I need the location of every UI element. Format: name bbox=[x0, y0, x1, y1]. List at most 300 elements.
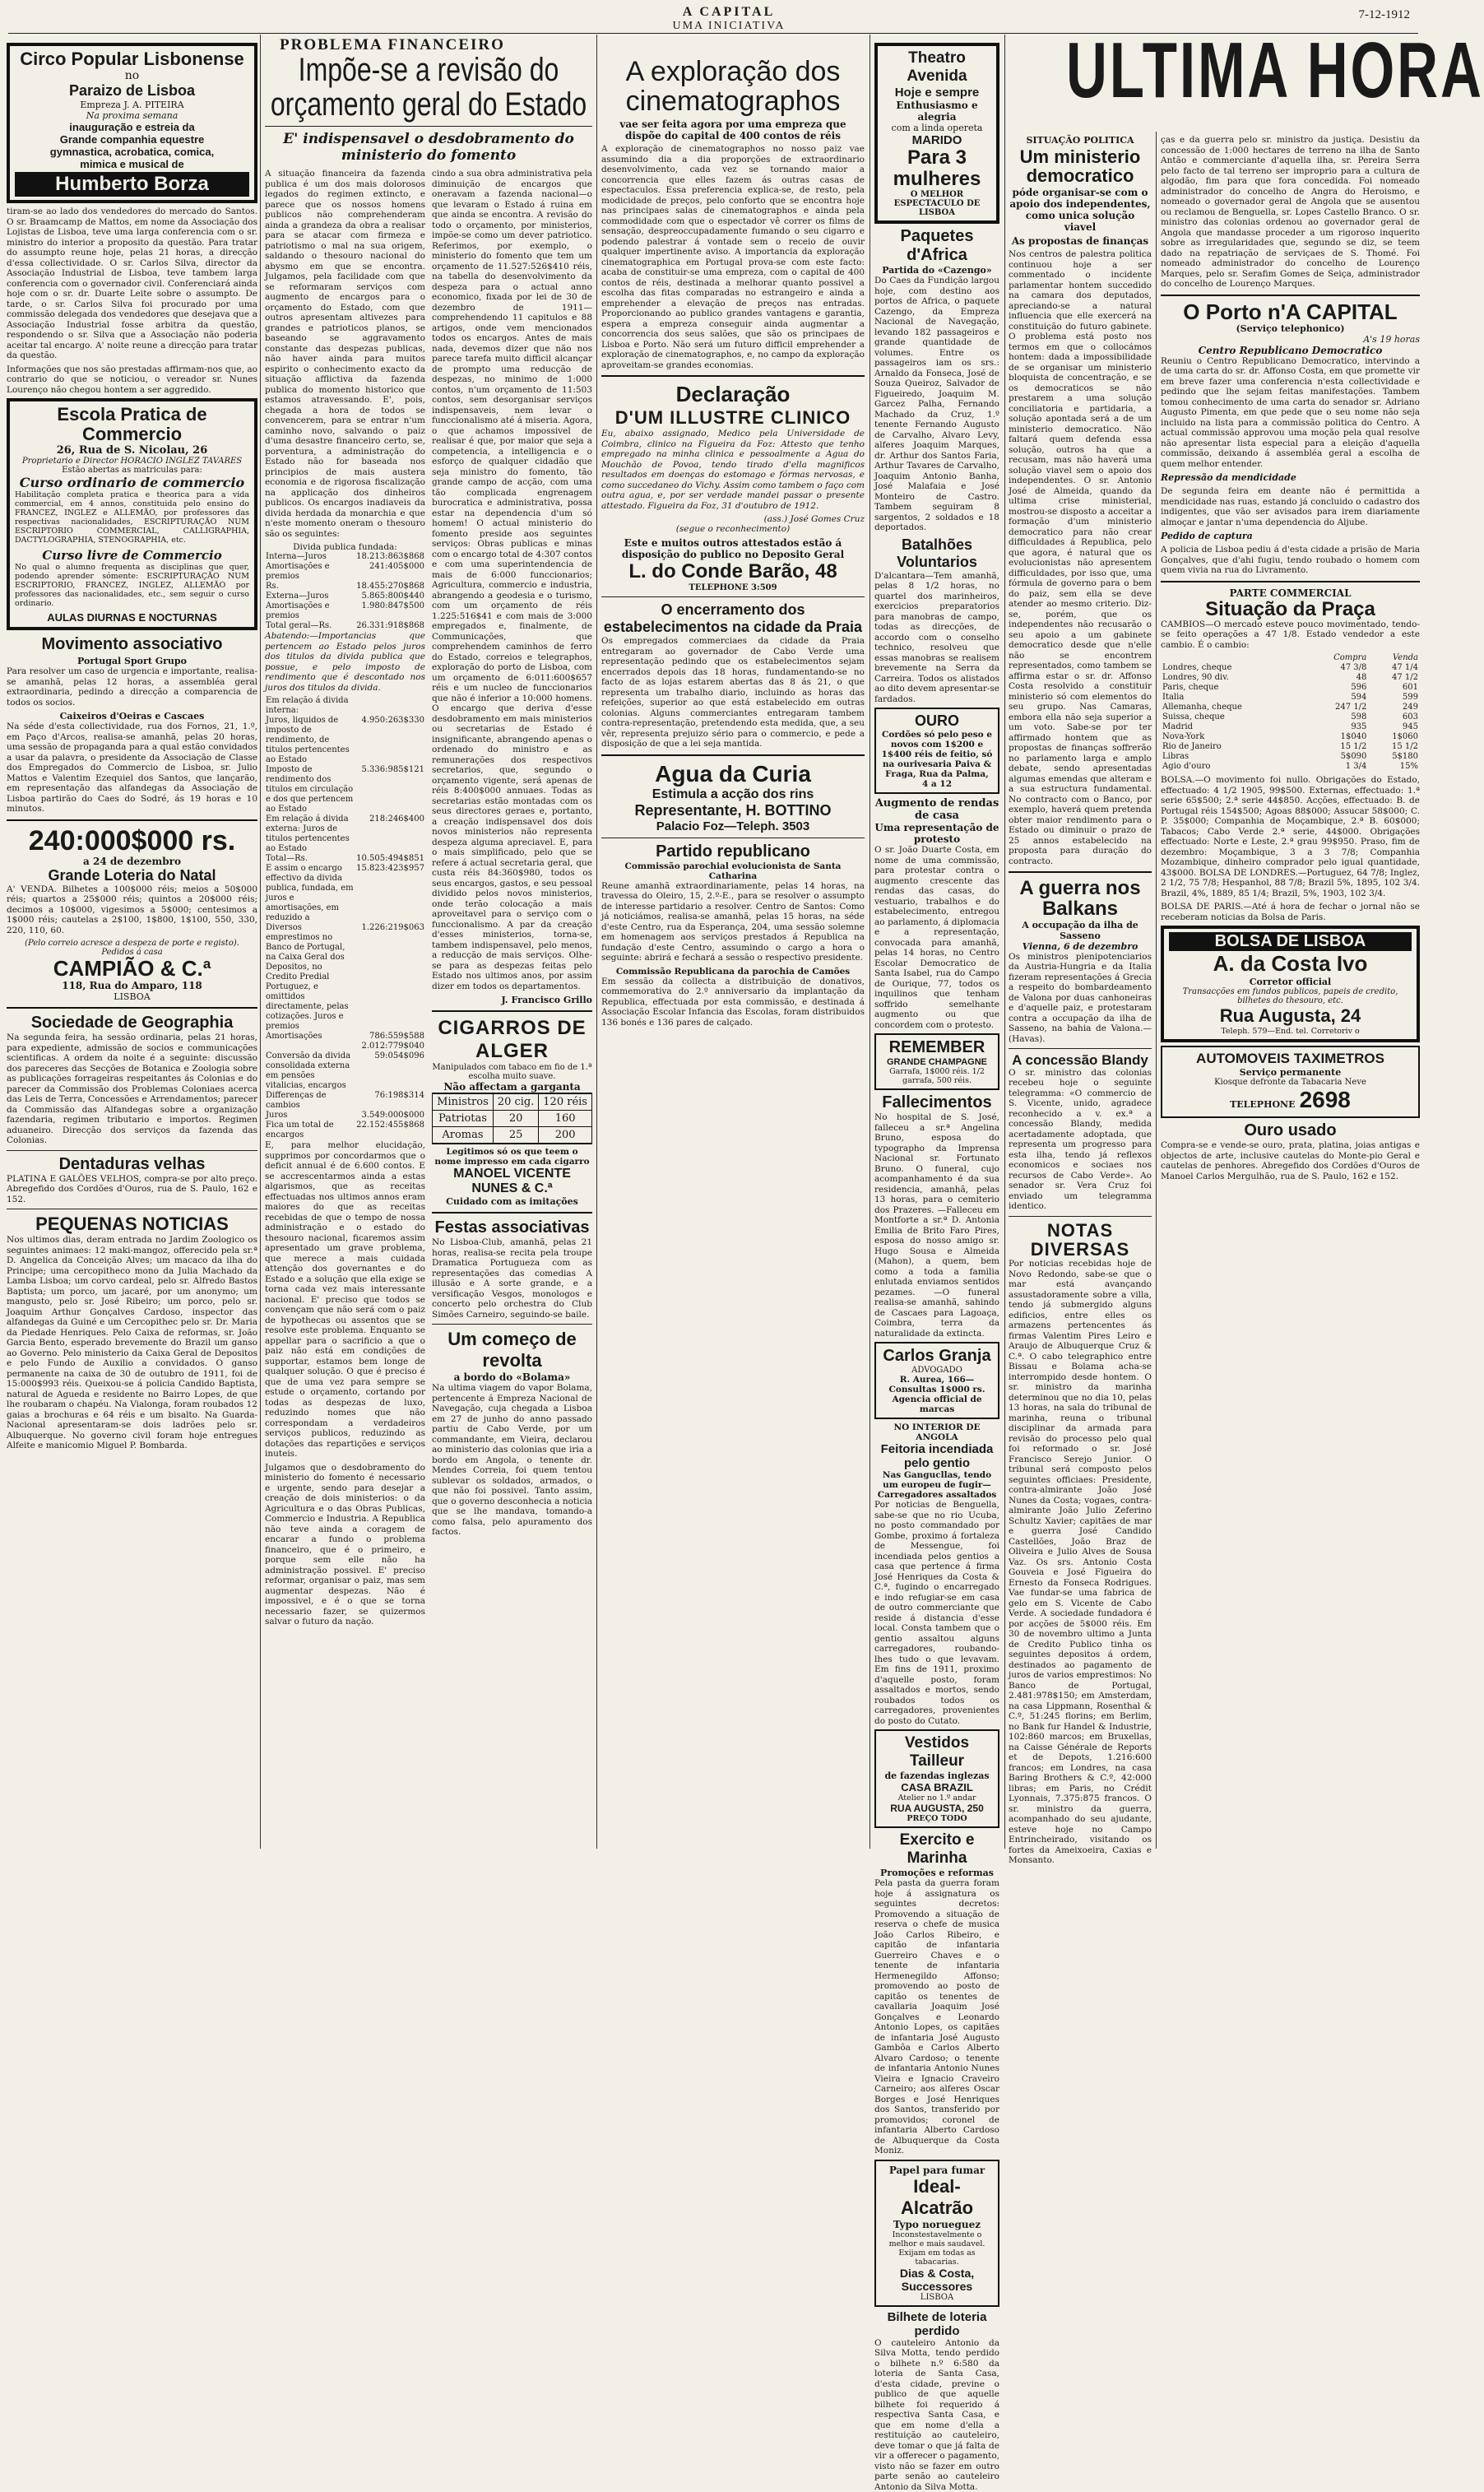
column-5 bbox=[1009, 135, 1152, 1849]
praca-intro: CAMBIOS—O mercado esteve pouco movimentado, tendo-se feito operações a 47 1/8. Estado vendedor a este cambio. É o cambio: bbox=[1161, 620, 1420, 651]
dentaduras-text: PLATINA E GALÕES VELHOS, compra-se por alto preço. Abregefido dos Cordões d'Ouros, rua de S. Paulo, 162 e 152. bbox=[7, 1174, 257, 1205]
carlos-sub: ADVOGADO bbox=[881, 1366, 993, 1375]
divider bbox=[432, 1010, 592, 1012]
encerramento-text: Os empregados commerciaes da cidade da Praia entregaram ao governador de Cabo Verde uma representação pedindo que os estabelecimentos sejam encerrados depois das 18 horas, fundamentando-se no facto de as lojas estarem abertas das 8 ás 21, o que representa um trabalho diario, incluindo as horas das refeições, superior ao que está estabelecido em outras colonias. Alguns commerciantes entregaram tambem contra-representação, pretendendo esta medida, que, a seu vêr, representa prejuizo sério para o commercio, e pede a disposição de que a lei seja mantida. bbox=[601, 636, 865, 749]
table-row bbox=[265, 864, 425, 923]
column-4 bbox=[874, 39, 999, 1849]
article-text-3: E, para melhor elucidação, supprimos por concordarmos que o deficit annual é de 6.600 contos. E se accrescentarmos ainda a estas algarismos, que as receitas effectuadas nos ultimos annos eram maiores do que as receitas recebidas de que o tempo de nossa administração e o estado do thesouro nacional, ficaremos assim apresentado um grave problema, que merece a mais cuidada attenção dos governantes e do Estado e a solução que ella exige se torna cada vez mais interessante nacional. E' preciso que todos se convençam que não será com o paiz de hypothecas ou assentos que se resolve este problema. Enquanto se appellar para o sacrificio a que o paiz não está em condições de supportar, estamos bem longe de qualquer solução. O que é preciso é que de uma vez para sempre se estude o orçamento, cortando por todas as despezas de luxo, reduzindo nomes que não correspondam a verdadeiros serviços publicos, reduzindo as dotações das repartições e serviços inuteis. bbox=[265, 1140, 425, 1459]
interior-label: NO INTERIOR DE ANGOLA bbox=[874, 1422, 999, 1442]
row-label: Amortisações e premios bbox=[265, 601, 355, 621]
row-label: Em relação á divida externa: Juros de titulos pertencentes ao Estado bbox=[265, 814, 355, 854]
auto-ad bbox=[1161, 1046, 1420, 1118]
row-label: Em relação á divida interna: bbox=[265, 696, 355, 716]
cambio-head-venda: Venda bbox=[1368, 653, 1420, 663]
column-rule bbox=[596, 35, 597, 1849]
row-label: Juros bbox=[265, 1111, 355, 1121]
ministerio-title: Um ministerio democratico bbox=[1009, 147, 1152, 185]
cambio-label: Italia bbox=[1161, 693, 1305, 703]
circo-title: Circo Popular Lisbonense bbox=[15, 49, 249, 69]
cambio-venda: 15 1/2 bbox=[1368, 742, 1420, 752]
feitoria-sub: Nas Gangucllas, tendo um europeu de fugir—Carregadores assaltados bbox=[874, 1470, 999, 1500]
loteria-addr: 118, Rua do Amparo, 118 bbox=[7, 980, 257, 991]
row-label: Amortisações bbox=[265, 1032, 355, 1042]
table-row bbox=[265, 696, 425, 716]
row-value: 15.823:423$957 bbox=[355, 864, 425, 923]
cambio-venda: 5$180 bbox=[1368, 752, 1420, 762]
ultima-hora-title: ULTIMA HORA bbox=[1066, 31, 1362, 110]
notas-text: Por noticias recebidas hoje de Novo Redondo, sabe-se que o mar está avançando assustadoramente sobre a villa, tendo já submergido alguns edificios, entre elles os armazens pertencentes ás firmas Valentim Pires Leiro e Araujo de Albuquerque Cruz & C.ª. O cabo telegraphico entre Bissau e Bolama acha-se interrompido desde hontem. O sr. ministro da marinha determinou que no dia 10, pelas 13 horas, na sala do tribunal de marinha, reuna o tribunal disciplinar da armada para revisão do processo pelo qual foi reformado o sr. José Francisco Serejo Junior. O tribunal será composto pelos seguintes officiaes: Presidente, contra-almirante João José Nunes da Costa; vogaes, contra-almirante João Julio Zeferino Schultz Xavier; capitães de mar e guerra José Candido Castellões, João Braz de Oliveira e Julio Alves de Sousa Vaz. Os srs. Antonio Costa Gouveia e José Figueira do Ernesto da Fonseca Rodrigues. Vae fundar-se uma fabrica de gelo em S. Vicente de Cabo Verde. A sociedade fundadora é por acções de 5$000 réis. Em 30 de novembro ultimo a Junta de Credito Publico tinha os seguintes depositos á ordem, destinados ao pagamento de juros de varios emprestimos: No Banco de Portugal, 2.481:978$150; em Amsterdam, na casa Lippmann, Rosenthal & C.º, 51:245 florins; em Berlim, no Bank fur Handel & Industrie, 102:860 marcos; em Bruxellas, na Caisse Générale de Reports et de Depots, 1.216:600 francos; em Londres, na casa Baring Brothers & C.º, 42:000 libras; em Paris, no Crédit Lyonnais, 7.375:875 francos. O sr. ministro da guerra, acompanhado do seu ajudante, esteve hoje no Campo Entrincheirado, visitando os fortes da Ameixoeira, Caxias e Monsanto. bbox=[1009, 1259, 1152, 1866]
cambio-venda: 47 1/4 bbox=[1368, 663, 1420, 673]
cambio-label: Suissa, cheque bbox=[1161, 712, 1305, 722]
papel-ad bbox=[874, 2160, 999, 2307]
escola-ad bbox=[7, 398, 257, 630]
table-row bbox=[265, 923, 425, 1032]
exercito-sub: Promoções e reformas bbox=[874, 1868, 999, 1878]
escola-line: Estão abertas as matriculas para: bbox=[15, 466, 249, 475]
bolsa-box-addr: Rua Augusta, 24 bbox=[1169, 1005, 1412, 1027]
row-label: Externa—Juros bbox=[265, 592, 355, 601]
porto-text: Reuniu o Centro Republicano Democratico, intervindo a de uma carta do sr. dr. Affonso Costa, em que promette vir em breve fazer uma conferencia n'esta collectividade e pedindo que lhe sejam feitas manifestações. Tambem tomou conhecimento de uma carta do senador sr. Adriano Augusto Pimenta, em que pede que o seu nome não seja incluido na lista para a commissão politica do Centro. A actual commissão approvou uma moção pela qual resolve não apresentar lista especial para a eleição d'aquella commissão, deixando á assembléa geral a escolha de quem melhor entender. bbox=[1161, 356, 1420, 470]
papel-city: LISBOA bbox=[881, 2293, 993, 2302]
divider bbox=[7, 819, 257, 821]
cambio-venda: 249 bbox=[1368, 703, 1420, 712]
divider bbox=[1009, 1216, 1152, 1217]
divider bbox=[1161, 295, 1420, 296]
circo-line2: inauguração e estreia da bbox=[15, 121, 249, 133]
cambio-compra: 15 1/2 bbox=[1305, 742, 1368, 752]
table-row bbox=[265, 562, 425, 582]
divider bbox=[7, 1007, 257, 1009]
article-text-4: Julgamos que o desdobramento do ministerio do fomento é necessario e urgente, sendo para desejar a creação de dois ministerios: o da Agricultura e o das Obras Publicas, Commercio e Industria. A Republica não teve ainda a coragem de encarar a fundo o problema financeiro, que é o primeiro, e porque sem elle não ha administração possivel. E' preciso reformar, organisar o paiz, mas sem augmentar despezas. Não é impossivel, e é o que se torna necessario fazer, se quizermos salvar o futuro da nação. bbox=[265, 1463, 425, 1627]
parte-title: PARTE COMMERCIAL bbox=[1161, 587, 1420, 599]
mendicidade-title: Repressão da mendicidade bbox=[1161, 472, 1420, 483]
exercito-title: Exercito e Marinha bbox=[874, 1831, 999, 1868]
divider bbox=[601, 596, 865, 597]
table-row bbox=[1161, 712, 1420, 722]
auto-sub: Serviço permanente bbox=[1167, 1067, 1413, 1078]
festas-title: Festas associativas bbox=[432, 1218, 592, 1237]
table-row bbox=[265, 854, 425, 864]
geographia-text: Na segunda feira, ha sessão ordinaria, pelas 21 horas, para expediente, admissão de socios e communicações scientificas. A ordem da noite é a seguinte: discussão dos pareceres das Secções de Botanica e Zoologia sobre as publicações forrageiras respeitantes ás Colonias e do parecer da Commissão dos Problemas Coloniaes acerca das Leis de Terra, Concessões e Arrendamentos; parecer da Commissão das Alfandegas sobre a organização fazendaria, regimen tributario e importos. Regimen aduaneiro. Direcção dos serviços da fazenda das Colonias. bbox=[7, 1033, 257, 1146]
curia-rep: Representante, H. BOTTINO bbox=[601, 802, 865, 819]
loteria-pedidos: Pedidos á casa bbox=[7, 948, 257, 957]
column-rule bbox=[1156, 132, 1157, 1849]
loteria-desc: A' VENDA. Bilhetes a 100$000 réis; meios a 50$000 réis; quartos a 25$000 réis; quintos a 20$000 réis; decimos a 10$000, vigesimos a 5$000; centesimos a 1$000 réis; cautelas a 2$100, 1$800, 1$100, 550, 330, 220, 110, 60. bbox=[7, 884, 257, 936]
table-row bbox=[265, 765, 425, 814]
papel-sub: Typo norueguez bbox=[881, 2219, 993, 2230]
praca-title: Situação da Praça bbox=[1161, 599, 1420, 620]
table-row bbox=[265, 601, 425, 621]
loteria-casa: CAMPIÃO & C.ª bbox=[7, 957, 257, 980]
cigarros-name: Patriotas bbox=[433, 1111, 494, 1127]
partido-text: Reune amanhã extraordinariamente, pelas 14 horas, na travessa do Oleiro, 15, 2.º-E., para se resolver o assumpto de interesse partidario a resolver. Centro de Santos: Como já noticiámos, realisa-se amanhã, pelas 15 horas, na séde d'este Centro, rua da Esperança, 204, uma sessão solemne em homenagem aos serviços prestados á Republica na fundação d'este Centro, assumindo o cargo a hora o seguinte: abrirá e fechará a sessão o respectivo presidente. bbox=[601, 881, 865, 963]
auto-title: AUTOMOVEIS TAXIMETROS bbox=[1167, 1051, 1413, 1067]
blandy-text: O sr. ministro das colonias recebeu hoje o seguinte telegramma: «O commercio de S. Vicente, unido, agradece reconhecido a v. ex.ª a concessão Blandy, medida acertadamente adoptada, que representa um progresso para esta ilha, tendo já reflexos economicos e sociaes nos recursos de Cabo Verde». Ao senador sr. Vera Cruz foi enviado um telegramma identico. bbox=[1009, 1068, 1152, 1212]
bolsa-text: BOLSA.—O movimento foi nullo. Obrigações do Estado, effectuado: 4 1/2 1905, 99$500. Externas, effectuado: 1.ª serie 65$500; 2.ª serie 44$850. Acções, effectuado: B. de Portugal réis 154$500; Agoas 88$000; Assucar 58$000; C. P. 35$000; Companhia de Moçambique, 2.ª B. 60$000; Tabacos; Cabo Verde 2.ª serie, 44$000. Obrigações effectuado: Norte e Leste, 2.ª grau 99$950. Praso, fim de dezembro: Moçambique, 3 a 3 7/8; Companhia Mozambique, dinheiro comprador pelo igual quantidade, 43$000. BOLSA DE LONDRES.—Portuguez, 64 7/8; Inglez, 2 1/2, 75 7/8; Hespanhol, 88 7/8; Brazil 5%, 1895, 102 3/4. Brazil, 4%, 1889, 85 1/4; Brazil, 5%, 1903, 102 3/4. bbox=[1161, 775, 1420, 898]
cambio-label: Nova-York bbox=[1161, 732, 1305, 742]
table-row bbox=[1161, 683, 1420, 693]
cigarros-name: Ministros bbox=[433, 1093, 494, 1111]
theatro-show: MARIDO bbox=[883, 133, 991, 147]
curia-addr: Palacio Foz—Teleph. 3503 bbox=[601, 819, 865, 833]
cambio-head-label bbox=[1161, 653, 1305, 663]
main-headline: Impõe-se a revisão do orçamento geral do Estado bbox=[265, 53, 592, 122]
table-row bbox=[265, 1091, 425, 1111]
column-1 bbox=[7, 39, 257, 1849]
theatro-title: Theatro Avenida bbox=[883, 49, 991, 86]
ministerio-sub: póde organisar-se com o apoio dos independentes, como unica solução viavel bbox=[1009, 187, 1152, 233]
porto-sub: (Serviço telephonico) bbox=[1161, 323, 1420, 334]
row-value: 26.331:918$868 bbox=[355, 621, 425, 631]
batalhoes-text: D'alcantara—Tem amanhã, pelas 8 1/2 horas, no quartel dos marinheiros, exercicios preparatorios para manobras de campo, todas as direcções, de accordo com o conselho technico, resolveu que essas manobras se realisem brevemente na Serra da Carreira. Todos os alistados ao dito devem apresentar-se fardados. bbox=[874, 571, 999, 705]
escola-curso-desc: Habilitação completa pratica e theorica para a vida commercial, em 4 annos, constituida pelo ensino do FRANCEZ, INGLEZ e ALLEMÃO, por professores das respectivas nacionalidades, ESCRIPTURAÇÃO NUM ESCRIPTORIO COMMERCIAL, CALLIGRAPHIA, DACTYLOGRAPHIA, STENOGRAPHIA, etc. bbox=[15, 490, 249, 545]
cigarros-note: Não affectam a garganta bbox=[432, 1081, 592, 1093]
theatro-line3: com a linda opereta bbox=[883, 123, 991, 133]
deposito-tel: TELEPHONE 3:509 bbox=[601, 583, 865, 592]
escola-aulas: AULAS DIURNAS E NOCTURNAS bbox=[15, 611, 249, 624]
cambio-venda: 599 bbox=[1368, 693, 1420, 703]
row-value: 5.865:800$440 bbox=[355, 592, 425, 601]
encerramento-title: O encerramento dos estabelecimentos na cidade da Praia bbox=[601, 601, 865, 636]
theatro-line1: Hoje e sempre bbox=[883, 86, 991, 100]
escola-title: Escola Pratica de Commercio bbox=[15, 405, 249, 444]
table-row bbox=[433, 1127, 592, 1144]
divider bbox=[1009, 1048, 1152, 1049]
section-label-center: UMA INICIATIVA bbox=[630, 20, 828, 33]
row-value: 218:246$400 bbox=[355, 814, 425, 854]
cambio-head-compra: Compra bbox=[1305, 653, 1368, 663]
notas-title: NOTAS DIVERSAS bbox=[1009, 1221, 1152, 1259]
cigarros-price: 160 bbox=[539, 1111, 592, 1127]
cambio-venda: 945 bbox=[1368, 722, 1420, 732]
cambio-compra: 247 1/2 bbox=[1305, 703, 1368, 712]
main-subhead: E' indispensavel o desdobramento do ministerio do fomento bbox=[265, 131, 592, 164]
table-row bbox=[1161, 693, 1420, 703]
row-value: 18.213:863$868 bbox=[355, 552, 425, 562]
festas-text: No Lisboa-Club, amanhã, pelas 21 horas, realisa-se recita pela troupe Dramatica Portugueza com as representações das comedias A illusão e A sorte grande, e a versificação Vesgos, monologos e concerto pelo orchestra do Club Simões Carneiro, seguindo-se baile. bbox=[432, 1237, 592, 1320]
loteria-city: LISBOA bbox=[7, 991, 257, 1002]
cambio-compra: 935 bbox=[1305, 722, 1368, 732]
table-row bbox=[265, 621, 425, 631]
masthead-center: A CAPITAL bbox=[630, 5, 828, 20]
pequenas-text: Nos ultimos dias, deram entrada no Jardim Zoologico os seguintes animaes: 12 maki-mangoz, offerecido pela sr.ª D. Angelica da Conceição Alves; um macaco da ilha do Principe; uma cercopitheco mono da Julia Machado da Lamba Lisboa; um corvo cardeal, pelo sr. Alfredo Bastos Baptista; um porco, um jacaré, por um anonymo; um mangusto, pelo sr. José Ribeiro; um porco, pelo sr. Joaquim Arthur Gonçalves Cardoso, inspector das alfandegas da Guiné e um Cercopithec pelo sr. Dr. Maria da Piedade Henriques. Pelo Caixa de reformas, sr. João Garcia Bento, esperado brevemente do Brazil um ganso ao Governo. Pelo ministerio da Caixa Geral de Depositos e pelo Fundo de Auxilio a convidados. O ganso permanente na caixa de 30 de outubro de 1911, foi de 15:000$993 réis. Queixou-se á policia Candido Baptista, natural de Agueda e residente no Bairro Lopes, de que lhe roubaram o chapéu. Na Vialonga, foram roubados 12 gaias a brochuras e 64 réis e um bisalto. Na Guarda-Nacional apresentaram-se dois ladrões pelo sr. Albuquerque. No governo civil foram hoje entregues Alfeite e manicomio Miguel P. Bombarda. bbox=[7, 1235, 257, 1451]
table-row bbox=[265, 1111, 425, 1121]
situacao-label: SITUAÇÃO POLITICA bbox=[1009, 135, 1152, 146]
ultima-hora-banner bbox=[1009, 31, 1420, 130]
cambio-venda: 601 bbox=[1368, 683, 1420, 693]
loteria-note: (Pelo correio acresce a despeza de porte e registo). bbox=[7, 939, 257, 948]
carlos-text: R. Aurea, 166—Consultas 1$000 rs. Agencia official de marcas bbox=[881, 1375, 993, 1414]
column-3 bbox=[601, 58, 865, 1849]
cambio-compra: 598 bbox=[1305, 712, 1368, 722]
escola-livre: Curso livre de Commercio bbox=[15, 548, 249, 563]
column-6 bbox=[1161, 135, 1420, 1849]
cambio-label: Agio d'ouro bbox=[1161, 762, 1305, 772]
cigarros-firm: MANOEL VICENTE NUNES & C.ª bbox=[432, 1167, 592, 1196]
col6-top-text: ças e da guerra pelo sr. ministro da justiça. Desistiu da concessão de 1:000 hectares de terreno na ilha de Santo Antão e commerciante d'aquella ilha, sr. Pereira Serra pelo facto de tal terreno ser improprio para a cultura de algodão, fim para que fora concedida. Foi nomeado administrador do concelho de Angra do Heroismo, e nomeado o governador geral de Angola que se ausentou ou reclamou de Benguella, sr. Lopes Castello Branco. O sr. ministro das colonias ordenou ao governador geral de Angola que mandasse proceder a um rigoroso inquerito sobre as irregularidades que, segundo se diz, se teem dado na repatriação de serviçaes de S. Thomé. Foi nomeado administrador do concelho de Lourenço Marques, pelo sr. Serafim Gomes de Seiça, administrador do concelho de Lourenço Marques. bbox=[1161, 135, 1420, 290]
cambio-compra: 594 bbox=[1305, 693, 1368, 703]
divider bbox=[1161, 581, 1420, 582]
ouro-text: Cordões só pelo peso e novos com 1$200 e 1$400 réis de feitio, só na ourivesaria Paiva & Fraga, Rua da Palma, 4 a 12 bbox=[881, 730, 993, 789]
row-label: Rs. bbox=[265, 582, 355, 592]
cambio-label: Libras bbox=[1161, 752, 1305, 762]
theatro-line4: O MELHOR ESPECTACULO DE LISBOA bbox=[883, 190, 991, 217]
row-label: Juros, liquidos de imposto de rendimento, de titulos pertencentes ao Estado bbox=[265, 716, 355, 765]
cambio-venda: 603 bbox=[1368, 712, 1420, 722]
divider bbox=[432, 1212, 592, 1214]
bolsa-box-desc: Transacções em fundos publicos, papeis de credito, bilhetes do thesouro, etc. bbox=[1169, 987, 1412, 1005]
curia-sub: Estimula a acção dos rins bbox=[601, 787, 865, 802]
row-label: Total—Rs. bbox=[265, 854, 355, 864]
cigarros-qty: 20 bbox=[493, 1111, 538, 1127]
cambio-compra: 47 3/8 bbox=[1305, 663, 1368, 673]
row-label: Amortisações e premios bbox=[265, 562, 355, 582]
loteria-title: Grande Loteria do Natal bbox=[7, 867, 257, 884]
cambio-compra: 596 bbox=[1305, 683, 1368, 693]
cambios-table bbox=[1161, 653, 1420, 772]
bilhete-title: Bilhete de loteria perdido bbox=[874, 2310, 999, 2338]
column-rule bbox=[1004, 35, 1005, 1849]
table-row bbox=[1161, 673, 1420, 683]
pequenas-title: PEQUENAS NOTICIAS bbox=[7, 1214, 257, 1235]
movimento-text1: Para resolver um caso de urgencia e importante, realisa-se amanhã, pelas 12 horas, a assembléa geral extraordinaria, pedindo a direcção a comparencia de todos os socios. bbox=[7, 666, 257, 708]
cigarros-price: 200 bbox=[539, 1127, 592, 1144]
article-author: J. Francisco Grillo bbox=[432, 995, 592, 1005]
theatro-line2: Enthusiasmo e alegria bbox=[883, 100, 991, 123]
divider bbox=[1009, 871, 1152, 873]
mendicidade-text: De segunda feira em deante não é permittida a mendicidade nas ruas, estando já concluido o cadastro dos indigentes, que vão ser avisados para irem diariamente almoçar e jantar n'uma dependencia do Aljube. bbox=[1161, 486, 1420, 527]
circo-venue: Paraizo de Lisboa bbox=[15, 82, 249, 100]
divider bbox=[601, 754, 865, 756]
row-label: Interna—Juros bbox=[265, 552, 355, 562]
captura-text: A policia de Lisboa pediu á d'esta cidade a prisão de Maria Gonçalves, que d'ahi fugiu, tendo roubado o homem com quem vivia na rua do Livramento. bbox=[1161, 545, 1420, 576]
remember-title: REMEMBER bbox=[881, 1038, 993, 1057]
vendedores-text: tiram-se ao lado dos vendedores do mercado do Santos. O sr. Braamcamp de Mattos, em nome da Associação dos Lojistas de Lisboa, teve uma larga conferencia com o sr. ministro do interior a proposito da questão. Para tratar do assumpto reune hoje, pelas 21 horas, a direcção d'essa collectividade. O sr. Carlos Silva, director da Associação Industrial de Lisboa, teve tambem larga conferencia com o governador civil. Conferenciará ainda hoje com o sr. dr. Duarte Leite sobre o assumpto. De tarde, o sr. Carlos Silva foi procurado por uma commissão delegada dos vendedores que desejava que a Associação Industrial fosse arbitra da questão, respondendo o sr. Silva que a Associação não poderia aceitar tal encargo. A' noite reune a direcção para tratar da questão. bbox=[7, 207, 257, 361]
table-row bbox=[1161, 752, 1420, 762]
auto-kiosk: Kiosque defronte da Tabacaria Neve bbox=[1167, 1078, 1413, 1087]
porto-title: O Porto n'A CAPITAL bbox=[1161, 301, 1420, 323]
vestidos-addr: RUA AUGUSTA, 250 bbox=[881, 1803, 993, 1814]
auto-tel: 2698 bbox=[1300, 1087, 1351, 1112]
declaracao-sub: D'UM ILLUSTRE CLINICO bbox=[601, 407, 865, 429]
camoes-title: Commissão Republicana da parochia de Camões bbox=[601, 967, 865, 977]
ouro-ad bbox=[874, 708, 999, 794]
revolta-sub: a bordo do «Bolama» bbox=[432, 1371, 592, 1383]
cinema-deck: vae ser feita agora por uma empreza que dispõe do capital de 400 contos de réis bbox=[601, 118, 865, 142]
feitoria-title: Feitoria incendiada pelo gentio bbox=[874, 1442, 999, 1470]
table-row bbox=[1161, 663, 1420, 673]
vestidos-ad bbox=[874, 1729, 999, 1828]
cigarros-price: 120 réis bbox=[539, 1093, 592, 1111]
column-rule bbox=[260, 35, 261, 1849]
blandy-title: A concessão Blandy bbox=[1009, 1053, 1152, 1068]
cambio-compra: 1$040 bbox=[1305, 732, 1368, 742]
article-text-2: Abatendo:—Importancias que pertencem ao Estado pelos juros dos titulos da divida publica que possue, e pelo imposto de rendimento que é descontado nos juros dos titulos da divida. bbox=[265, 631, 425, 693]
guerra-text: Os ministros plenipotenciarios da Austria-Hungria e da Italia fizeram representações á Grecia a respeito do bombardeamento de Valona por duas canhoneiras e d'aquelle paiz, e protestaram contra a occupação da ilha de Sasseno, na bahia de Valona.—(Havas). bbox=[1009, 952, 1152, 1045]
paquetes-sub: Partida do «Cazengo» bbox=[874, 265, 999, 276]
table-row bbox=[1161, 732, 1420, 742]
carlos-ad bbox=[874, 1342, 999, 1419]
movimento-title: Movimento associativo bbox=[7, 635, 257, 654]
revolta-title: Um começo de revolta bbox=[432, 1329, 592, 1371]
porto-time: A's 19 horas bbox=[1161, 334, 1420, 345]
guerra-dateline: Vienna, 6 de dezembro bbox=[1009, 941, 1152, 952]
cambio-compra: 5$090 bbox=[1305, 752, 1368, 762]
circo-line1: Na proxima semana bbox=[15, 110, 249, 121]
row-value: 76:198$314 bbox=[355, 1091, 425, 1111]
cigarros-title: CIGARROS DE ALGER bbox=[432, 1017, 592, 1063]
batalhoes-title: Batalhões Voluntarios bbox=[874, 536, 999, 571]
guerra-sub: A occupação da ilha de Sasseno bbox=[1009, 920, 1152, 941]
loteria-date: a 24 de dezembro bbox=[7, 856, 257, 867]
escola-owner: Proprietario e Director HORACIO INGLEZ TAVARES bbox=[15, 457, 249, 466]
row-value: 2.012:779$040 bbox=[355, 1042, 425, 1051]
cigarros-warn: Cuidado com as imitações bbox=[432, 1196, 592, 1207]
declaracao-sign: (ass.) José Gomes Cruz bbox=[601, 514, 865, 524]
cigarros-name: Aromas bbox=[433, 1127, 494, 1144]
circo-no: no bbox=[15, 69, 249, 82]
row-value: 3.549:000$000 bbox=[355, 1111, 425, 1121]
article-text-5: cindo a sua obra administrativa pela diminuição de encargos que oneravam a fazenda nacional—o que levaram o Estado á ruina em que ainda se encontra. A revisão do todo o orçamento, por ministerios, impõe-se como um dever patriotico. Referimos, por exemplo, o ministerio do fomento que tem um orçamento de 11.527:526$410 réis, na tabella do desenvolvimento da despeza para o actual anno economico, fixada por lei de 30 de dezembro de 1911—comprehendendo 11 capitulos e 88 artigos, onde vem mencionados todos os encargos. Antes de mais nada, devemos dizer que não nos parece tarefa muito difficil alcançar de prompto uma reducção de despezas, no minimo de 1:000 contos, n'um orçamento de 11:503 contos, sem desorganisar serviços indispensaveis, nem levar o funccionalismo até á miseria. Agora, o que achamos impossivel de realisar é que, por maior que seja a competencia, a intelligencia e o esforço de qualquer cidadão que seja ministro do fomento, tão grande campo de acção, com uma tão complicada engrenagem burocratica e administrativa, possa estar na dependencia d'um só homem! O actual ministerio do fomento preside aos seguintes serviços: Obras publicas e minas com o encargo total de 4:307 contos e com uma superintendencia de mais de 6:000 funccionarios; Agricultura, commercio e industria, abrangendo a geodesia e o turismo, com um orçamento de réis 1.225:516$41 e com mais de 3:000 empregados e, finalmente, de Communicações, que comprehendem caminhos de ferro do Estado, correios e telegraphos, exploração do porto de Lisboa, com um orçamento de 6:011:600$657 réis e um nucleo de funccionarios que não é inferior a 10:000 homens. O encargo que deriva d'esse desdobramento em mais ministerios ou secretarias de Estado é insignificante, abrangendo apenas o ordenado do ministro e as remunerações dos respectivos secretarios, que, segundo o orçamento vigente, será apenas de réis 8:400$000 annuaes. Todas as secretarias estão montadas com os seus directores geraes e, portanto, a creação indispensavel dos dois novos ministerios não representa despeza alguma apreciavel. E, para o mais simplificado, pelo que se refere á actual secretaria geral, que custa réis 84:360$980, todos os seus encargos, gastos, e seu pessoal dividido pelos novos ministerios, onde terão colocação a mais aproveitavel para o serviço com o funccionalismo. A par da creação d'esses ministerios, torna-se, tambem indispensavel, pelo menos, a reducção de mais serviços. Olhe-se para as despezas feitas pelo Estado nos ultimos anos, por assim dizer em todos os departamentos. bbox=[432, 169, 592, 991]
issue-date: 7-12-1912 bbox=[1359, 8, 1411, 22]
paquetes-title: Paquetes d'Africa bbox=[874, 227, 999, 265]
row-label: Differenças de cambios bbox=[265, 1091, 355, 1111]
row-label: Fica um total de encargos bbox=[265, 1121, 355, 1140]
vestidos-preco: PREÇO TODO bbox=[881, 1814, 993, 1823]
remember-price: Garrafa, 1$000 réis. 1/2 garrafa, 500 réis. bbox=[881, 1067, 993, 1085]
loteria-amount: 240:000$000 rs. bbox=[7, 826, 257, 856]
row-value: 1.980:847$500 bbox=[355, 601, 425, 621]
movimento-text2: Na séde d'esta collectividade, rua dos Fornos, 21, 1.º, em Paço d'Arcos, realisa-se amanhã, pelas 20 horas, uma sessão de propaganda para a qual estão convidados a usar da palavra, o presidente da Associação de Classe dos Empregados do Commercio de Lisboa, sr. Julio Mattos e Valentim Ezequiel dos Santos, que lançarão, em representação das alfandegas da Associação de Lisboa partirão do Caes do Sodré, ás 19 horas e 10 minutos. bbox=[7, 722, 257, 814]
rendas-title: Augmento de rendas de casa bbox=[874, 797, 999, 822]
deposito-addr: L. do Conde Barão, 48 bbox=[601, 560, 865, 583]
divida-table bbox=[265, 552, 425, 631]
cigarros-sub: Manipulados com tabaco em fio de 1.ª escolha muito suave. bbox=[432, 1063, 592, 1081]
remember-sub: GRANDE CHAMPAGNE bbox=[881, 1057, 993, 1067]
escola-curso: Curso ordinario de commercio bbox=[15, 475, 249, 490]
fallecimentos-title: Fallecimentos bbox=[874, 1093, 999, 1112]
carlos-title: Carlos Granja bbox=[881, 1347, 993, 1366]
bolsa-box-firm: A. da Costa Ivo bbox=[1169, 951, 1412, 977]
divida-title: Divida publica fundada: bbox=[265, 542, 425, 552]
row-value: 1.226:219$063 bbox=[355, 923, 425, 1032]
row-value: 241:405$000 bbox=[355, 562, 425, 582]
cambio-label: Paris, cheque bbox=[1161, 683, 1305, 693]
escola-addr: 26, Rua de S. Nicolau, 26 bbox=[15, 444, 249, 457]
geographia-title: Sociedade de Geographia bbox=[7, 1014, 257, 1033]
deposito-text: Este e muitos outros attestados estão á disposição do publico no Deposito Geral bbox=[601, 537, 865, 560]
rendas-sub: Uma representação de protesto bbox=[874, 822, 999, 845]
cambio-label: Londres, 90 div. bbox=[1161, 673, 1305, 683]
cigarros-qty: 20 cig. bbox=[493, 1093, 538, 1111]
papel-brand: Ideal-Alcatrão bbox=[881, 2176, 993, 2219]
row-label: E assim o encargo effectivo da divida publica, fundada, em juros e amortisações, em reduzido a bbox=[265, 864, 355, 923]
ouro-usado-title: Ouro usado bbox=[1161, 1121, 1420, 1140]
declaracao-text: Eu, abaixo assignado, Medico pela Universidade de Coimbra, clinico na Figueira da Foz: Attesto que tenho empregado na minha clinica e pessoalmente a Agua do Mouchão de Povoa, tendo tirado d'ella magnificos resultados em doenças do estomago e fórmas nervosas, e como succedaneo do Vichy. Assim como tambem o faço com outra agua, e, por ser verdade mandei passar o presente attestado. Figueira da Foz, 31 d'outubro de 1912. bbox=[601, 429, 865, 511]
bolsa-box-tel: Teleph. 579—End. tel. Corretoriv o bbox=[1169, 1027, 1412, 1036]
row-label: Total geral—Rs. bbox=[265, 621, 355, 631]
bilhete-text: O cauteleiro Antonio da Silva Motta, tendo perdido o bilhete n.º 6:580 da loteria de Santa Casa, d'esta cidade, previne o publico de que aquelle bilhete foi requerido á respectiva Santa Casa, e que em nome d'ella a restituição ao cauteleiro, deve tomar o que já falta de vir a offerecer o pagamento, visto não se fazer em outro parte senão ao cauteleiro Antonio da Silva Motta. bbox=[874, 2338, 999, 2492]
remember-ad bbox=[874, 1033, 999, 1090]
divider bbox=[432, 1324, 592, 1325]
cambio-venda: 1$060 bbox=[1368, 732, 1420, 742]
bolsa-ad bbox=[1161, 926, 1420, 1042]
cigarros-qty: 25 bbox=[493, 1127, 538, 1144]
papel-title: Papel para fumar bbox=[881, 2165, 993, 2176]
theatro-para: Para 3 mulheres bbox=[883, 147, 991, 190]
captura-title: Pedido de captura bbox=[1161, 531, 1420, 541]
auto-tel-label: TELEPHONE bbox=[1230, 1099, 1295, 1110]
table-row bbox=[433, 1093, 592, 1111]
divider bbox=[601, 375, 865, 377]
section-label-left: PROBLEMA FINANCEIRO bbox=[280, 36, 505, 54]
guerra-title: A guerra nos Balkans bbox=[1009, 878, 1152, 919]
dentaduras-title: Dentaduras velhas bbox=[7, 1155, 257, 1174]
row-value: 4.950:263$330 bbox=[355, 716, 425, 765]
row-value: 22.152:455$868 bbox=[355, 1121, 425, 1140]
cinema-text: A exploração de cinematographos no nosso paiz vae assumindo dia a dia proporções de extraordinario desenvolvimento, cada vez se tornando maior a concorrencia que elles fazem ás outras casas de espectaculos. Essa preferencia explica-se, de resto, pela modicidade de preços, pelo conforto que se encontra hoje nas principaes salas de cinematographos e ainda pela commodidade com que o espectador vê correr os films de sensação, despreoccupadamente fumando o seu cigarro e podendo palestrar á vontade sem o receio de ouvir qualquer impertinente aviso. A importancia da exploração cinematographica em Portugal prova-se com este facto: acaba de constituir-se uma empreza, com o capital de 400 contos de réis, destinada a melhorar quanto possivel a escolha das fitas comparadas no estrangeiro e ainda a emprehender a elevação de preços nas entradas. Proporcionando ao publico grandes vantagens e garantia, espera a empreza conseguir ainda augmentar a concorrencia dos seus salões, que são os principaes de Lisboa e Porto. Não será um futuro difficil emprehender a exploração de cinematographos, e, no campo da exploração aproveitam-se grandes economias. bbox=[601, 144, 865, 370]
papel-firm: Dias & Costa, Successores bbox=[881, 2267, 993, 2293]
row-value: 18.455:270$868 bbox=[355, 582, 425, 592]
bolsa-box-title: BOLSA DE LISBOA bbox=[1169, 932, 1412, 951]
vestidos-title: Vestidos Tailleur bbox=[881, 1734, 993, 1770]
circo-line3: Grande companhia equestre bbox=[15, 133, 249, 146]
porto-centro: Centro Republicano Democratico bbox=[1161, 345, 1420, 356]
escola-livre-desc: No qual o alumno frequenta as disciplinas que quer, podendo aprender sómente: ESCRIPTURAÇÃO NUM ESCRIPTORIO, FRANCEZ, INGLEZ, ALLEMÃO por professores das nacionalidades, etc., sem seguir o curso ordinario. bbox=[15, 563, 249, 608]
fallecimentos-text: No hospital de S. José, falleceu a sr.ª Angelina Bruno, esposa do typographo da Imprensa Nacional sr. Fortunato Bruno. O funeral, cujo acompanhamento é da sua residencia, amanhã, pelas 13 horas, para o cemiterio dos Prazeres. —Falleceu em Montforte a sr.ª D. Antonia Emilia de Brito Faro Pires, esposa do nosso amigo sr. Hugo Sousa e Almeida (Mahon), a quem, bem como a toda a familia enlutada enviamos sentidos pezames. —O funeral realisa-se amanhã, sahindo de Cascaes para Lagoaça, Coimbra, terra da naturalidade da extincta. bbox=[874, 1112, 999, 1339]
cambio-label: Allemanha, cheque bbox=[1161, 703, 1305, 712]
table-row bbox=[265, 1042, 425, 1051]
circo-line4: gymnastica, acrobatica, comica, bbox=[15, 146, 249, 158]
exercito-text: Pela pasta da guerra foram hoje á assignatura os seguintes decretos: Promovendo a situação de reserva o chefe de musica João Carlos Ribeiro, e capitão de infantaria Guerreiro Chaves e o tenente de infantaria Hermenegildo Affonso; promovendo ao posto de capitão os tenentes de cavallaria Joaquim José Gonçalves e Leonardo Antonio Lopes, os capitães de infantaria José Augusto Gambôa e Carlos Alberto Alvaro Cardoso; o tenente de infantaria Antonio Nunes Vieira e Ignacio Craveiro Carneiro; aos alferes Oscar Borges e José Henriques dos Santos, transferido por promovidos; coronel de infantaria Alberto Cardoso de Albuquerque da Costa Moniz. bbox=[874, 1878, 999, 2156]
table-header bbox=[1161, 653, 1420, 663]
abatimento-table bbox=[265, 696, 425, 1140]
circo-company: Empreza J. A. PITEIRA bbox=[15, 100, 249, 110]
table-row bbox=[265, 1032, 425, 1042]
cambio-venda: 15% bbox=[1368, 762, 1420, 772]
declaracao-title: Declaração bbox=[601, 382, 865, 407]
papel-text: Inconstestavelmente o melhor e mais saudavel. Exijam em todas as tabacarias. bbox=[881, 2230, 993, 2267]
circo-line5: mimica e musical de bbox=[15, 158, 249, 170]
theatro-ad bbox=[874, 43, 999, 224]
declaracao-rec: (segue o reconhecimento) bbox=[601, 524, 865, 534]
paquetes-text: Do Caes da Fundição largou hoje, com destino aos portos de Africa, o paquete Cazengo, da Empreza Nacional de Navegação, levando 182 passageiros e grande quantidade de volumes. Entre os passageiros iam os srs.: Arnaldo da Fonseca, José de Souza Queiroz, Salvador de Figueiredo, Joaquim M. Garcez Palha, Fernando Machado da Cruz, 1.º tenente Fernando Augusto de Carvalho, Alvaro Levy, alferes Joaquim Marques, dr. Arthur dos Santos Faria, Arthur Tavares de Carvalho, Joaquim Antonio Banha, José Malafaia e José Monteiro de Castro. Tambem seguiram 8 sargentos, 2 soldados e 18 deportados. bbox=[874, 276, 999, 533]
table-row bbox=[265, 582, 425, 592]
cinema-headline: A exploração dos cinematographos bbox=[601, 58, 865, 116]
partido-title: Partido republicano bbox=[601, 842, 865, 861]
row-label: Diversos emprestimos no Banco de Portugal, na Caixa Geral dos Depositos, no Credito Predial Portuguez, e omittidos directamente, pelas cotizações. Juros e premios bbox=[265, 923, 355, 1032]
cambio-compra: 1 3/4 bbox=[1305, 762, 1368, 772]
cambio-label: Londres, cheque bbox=[1161, 663, 1305, 673]
ouro-usado-text: Compra-se e vende-se ouro, prata, platina, joias antigas e objectos de arte, inclusive cautelas do Monte-pio Geral e cautelas de penhores. Abregefido dos Cordões d'Ouros de Manoel Carlos Mergulhão, rua de S. Paulo, 162 e 152. bbox=[1161, 1140, 1420, 1181]
row-value: 59:054$096 bbox=[355, 1051, 425, 1091]
vestidos-casa: CASA BRAZIL bbox=[881, 1781, 993, 1794]
row-value: 10.505:494$851 bbox=[355, 854, 425, 864]
table-row bbox=[1161, 703, 1420, 712]
cambio-label: Rio de Janeiro bbox=[1161, 742, 1305, 752]
vestidos-sub: de fazendas inglezas bbox=[881, 1770, 993, 1781]
row-value: 5.336:985$121 bbox=[355, 765, 425, 814]
rendas-text: O sr. João Duarte Costa, em nome de uma commissão, para protestar contra o augmento crescente das rendas das casas, do vestuario, trabalhos e do estabelecimento, entregou ao parlamento, á diplomacia e a representação, convocada para amanhã, pelas 14 horas, no Centro Escolar Democratico de Santa Isabel, rua do Campo de Ourique, 77, todos os inquilinos que tenham soffrido semelhante augmento ou que concordem com o protesto. bbox=[874, 845, 999, 1030]
table-row bbox=[1161, 762, 1420, 772]
camoes-text: Em sessão da collecta a distribuição de donativos, commemorativa do 2.º anniversario da implantação da Republica, effectuada por esta commissão, e destinada á Associação Escolar Infancia das Escolas, foram distribuidos 136 bonés e 136 pares de calçado. bbox=[601, 977, 865, 1028]
row-value bbox=[355, 696, 425, 716]
ouro-title: OURO bbox=[881, 712, 993, 730]
bolsa-paris: BOLSA DE PARIS.—Até á hora de fechar o jornal não se receberam noticias da Bolsa de Paris. bbox=[1161, 902, 1420, 922]
vestidos-atelier: Atelier no 1.º andar bbox=[881, 1794, 993, 1803]
curia-title: Agua da Curia bbox=[601, 761, 865, 787]
table-row bbox=[265, 1051, 425, 1091]
